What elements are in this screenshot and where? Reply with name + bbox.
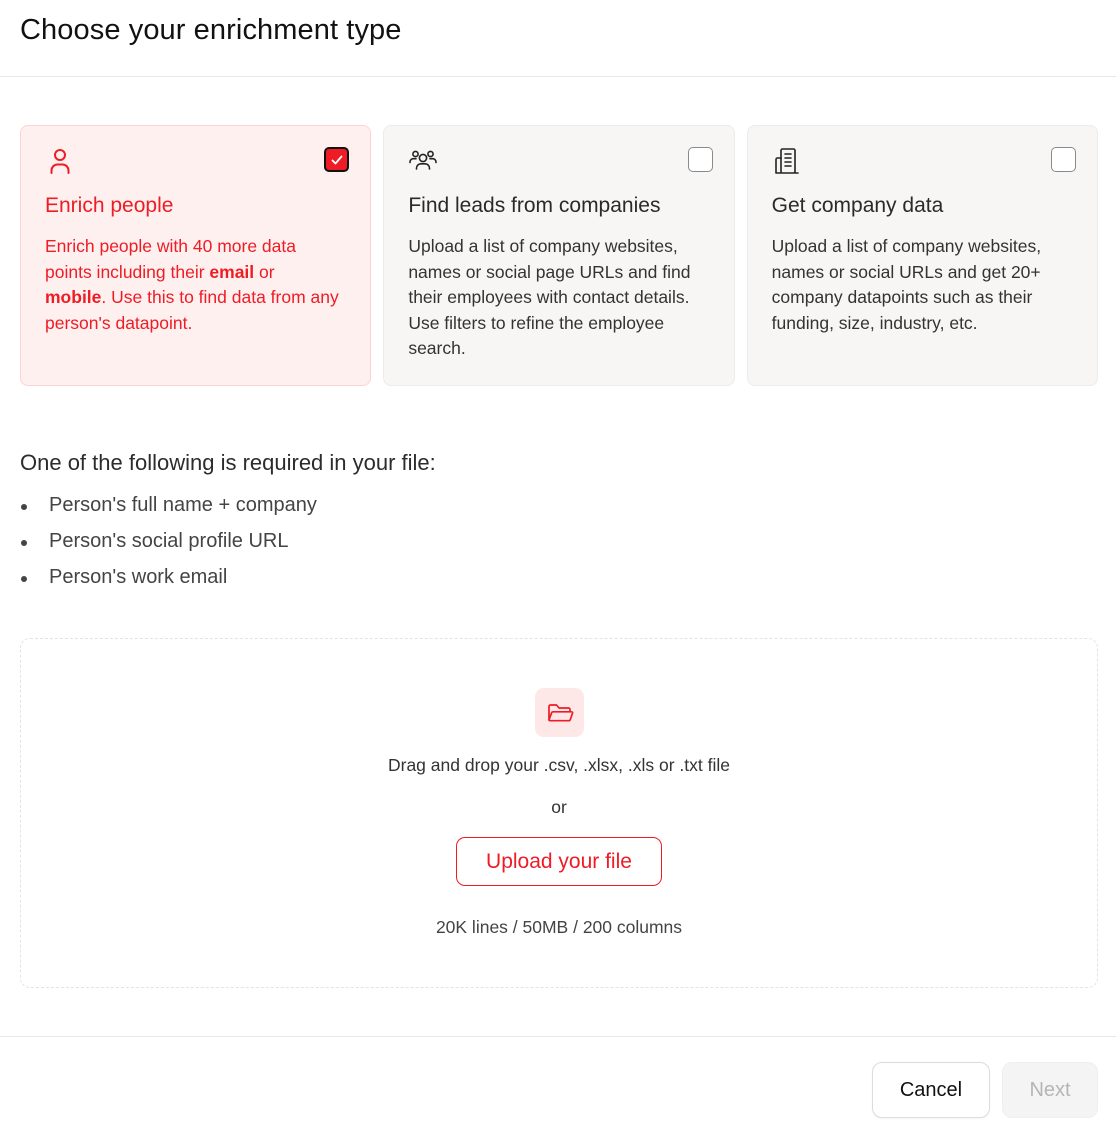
card-description: Enrich people with 40 more data points including their email or mobile. Use this to find data from any person's datapoint. [45,236,339,333]
dropzone-or: or [551,797,567,817]
cancel-button[interactable]: Cancel [872,1062,990,1118]
requirements-list [20,494,436,602]
dialog-header [0,0,1116,77]
card-description: Upload a list of company websites, names or social URLs and get 20+ company datapoints such as their funding, size, industry, etc. [771,236,1042,333]
company-data-checkbox[interactable] [1051,147,1076,172]
card-find-leads[interactable] [383,125,734,386]
card-title: Find leads from companies [408,194,661,217]
file-requirements [20,450,436,602]
requirements-heading: One of the following is required in your file: [20,450,436,475]
folder-open-icon [535,688,584,737]
upload-file-button[interactable]: Upload your file [456,837,662,886]
checkmark-icon [330,153,344,167]
mobile-emphasis: mobile [45,287,102,308]
person-icon [45,146,75,176]
find-leads-checkbox[interactable] [688,147,713,172]
email-emphasis: email [209,261,255,282]
card-enrich-people[interactable] [20,125,371,386]
building-icon [772,146,802,176]
card-company-data[interactable] [747,125,1098,386]
file-limits: 20K lines / 50MB / 200 columns [435,917,683,937]
next-button[interactable]: Next [1002,1062,1098,1118]
card-title: Enrich people [45,194,174,217]
list-item: Person's full name + company [20,494,436,530]
enrich-people-checkbox[interactable] [324,147,349,172]
file-dropzone[interactable] [20,638,1098,988]
card-title: Get company data [771,194,944,217]
page-title: Choose your enrichment type [20,14,402,46]
list-item: Person's social profile URL [20,530,436,566]
people-group-icon [408,146,438,176]
card-description: Upload a list of company websites, names or social page URLs and find their employees with contact details. Use filters to refine the employee search. [408,236,691,359]
dialog-footer [0,1036,1116,1129]
list-item: Person's work email [20,566,436,602]
dropzone-instructions: Drag and drop your .csv, .xlsx, .xls or .txt file [387,755,730,775]
enrichment-type-cards [20,125,1098,386]
